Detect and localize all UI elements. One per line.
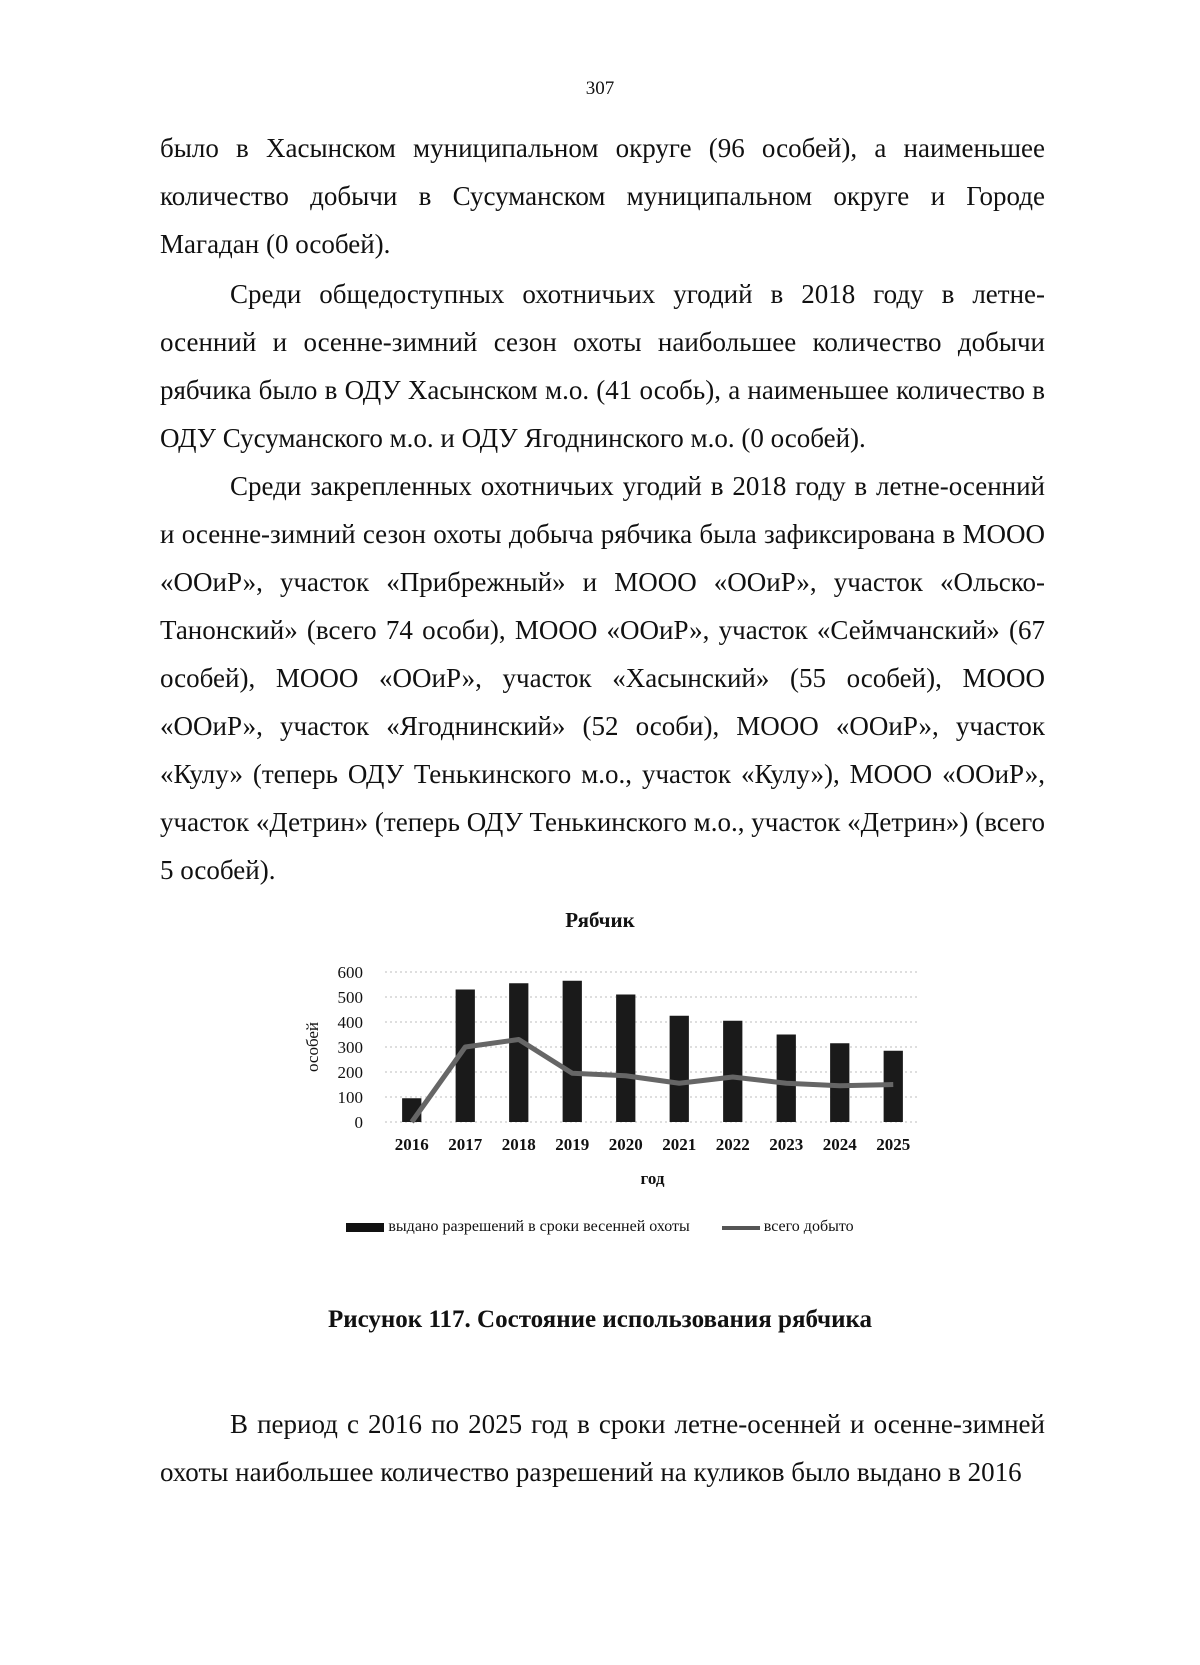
y-tick-label: 0 xyxy=(354,1113,363,1132)
x-tick-label: 2023 xyxy=(769,1135,804,1154)
legend-item-bars xyxy=(346,1218,689,1236)
bar xyxy=(830,1043,849,1122)
y-tick-label: 200 xyxy=(337,1063,363,1082)
legend-bar-swatch xyxy=(346,1223,384,1232)
series-line-total-harvested xyxy=(412,1040,894,1123)
y-tick-label: 400 xyxy=(337,1013,363,1032)
legend-line-label: всего добыто xyxy=(763,1218,854,1236)
x-tick-label: 2018 xyxy=(501,1135,536,1154)
bar xyxy=(670,1016,689,1122)
legend-bar-label: выдано разрешений в сроки весенней охоты xyxy=(388,1218,690,1236)
x-tick-label: 2025 xyxy=(876,1135,911,1154)
x-tick-label: 2016 xyxy=(394,1135,429,1154)
legend-line-swatch xyxy=(722,1226,760,1230)
paragraph-1: было в Хасынском муниципальном округе (96 особей), а наименьшее количество добычи в Сусуманском муниципальном округе и Городе Магадан (0 особей). xyxy=(160,133,1045,259)
x-tick-label: 2022 xyxy=(715,1135,750,1154)
bar xyxy=(723,1021,742,1122)
y-tick-label: 500 xyxy=(337,988,363,1007)
x-tick-label: 2017 xyxy=(448,1135,483,1154)
chart-title: Рябчик xyxy=(565,908,635,932)
y-tick-label: 600 xyxy=(337,963,363,982)
x-tick-label: 2020 xyxy=(608,1135,643,1154)
y-tick-label: 100 xyxy=(337,1088,363,1107)
paragraph-3: Среди закрепленных охотничьих угодий в 2018 году в летне-осенний и осенне-зимний сезон охоты добыча рябчика была зафиксирована в МООО «ООиР», участок «Прибрежный» и МООО «ООиР», участок «Ольско-Танонский» (всего 74 особи), МООО «ООиР», участок «Сеймчанский» (67 особей), МООО «ООиР», участок «Хасынский» (55 особей), МООО «ООиР», участок «Ягоднинский» (52 особи), МООО «ООиР», участок «Кулу» (теперь ОДУ Тенькинского м.о., участок «Кулу»), МООО «ООиР», участок «Детрин» (теперь ОДУ Тенькинского м.о., участок «Детрин») (всего 5 особей). xyxy=(160,471,1045,885)
page-number: 307 xyxy=(585,78,615,99)
bar xyxy=(509,983,528,1122)
y-tick-label: 300 xyxy=(337,1038,363,1057)
x-tick-label: 2021 xyxy=(662,1135,697,1154)
bar xyxy=(616,995,635,1123)
bar xyxy=(563,981,582,1122)
y-axis-label: особей xyxy=(303,1021,322,1073)
bar xyxy=(777,1035,796,1123)
paragraph-4: В период с 2016 по 2025 год в сроки летне-осенней и осенне-зимней охоты наибольшее количество разрешений на куликов было выдано в 2016 xyxy=(160,1409,1045,1487)
legend-item-line xyxy=(722,1218,854,1236)
x-tick-label: 2019 xyxy=(555,1135,590,1154)
x-axis-label: год xyxy=(640,1169,665,1188)
figure-caption: Рисунок 117. Состояние использования рябчика xyxy=(327,1306,873,1333)
x-tick-label: 2024 xyxy=(822,1135,857,1154)
chart-legend xyxy=(0,1218,1200,1236)
paragraph-2: Среди общедоступных охотничьих угодий в 2018 году в летне-осенний и осенне-зимний сезон охоты наибольшее количество добычи рябчика было в ОДУ Хасынском м.о. (41 особь), а наименьшее количество в ОДУ Сусуманского м.о. и ОДУ Ягоднинского м.о. (0 особей). xyxy=(160,279,1045,453)
